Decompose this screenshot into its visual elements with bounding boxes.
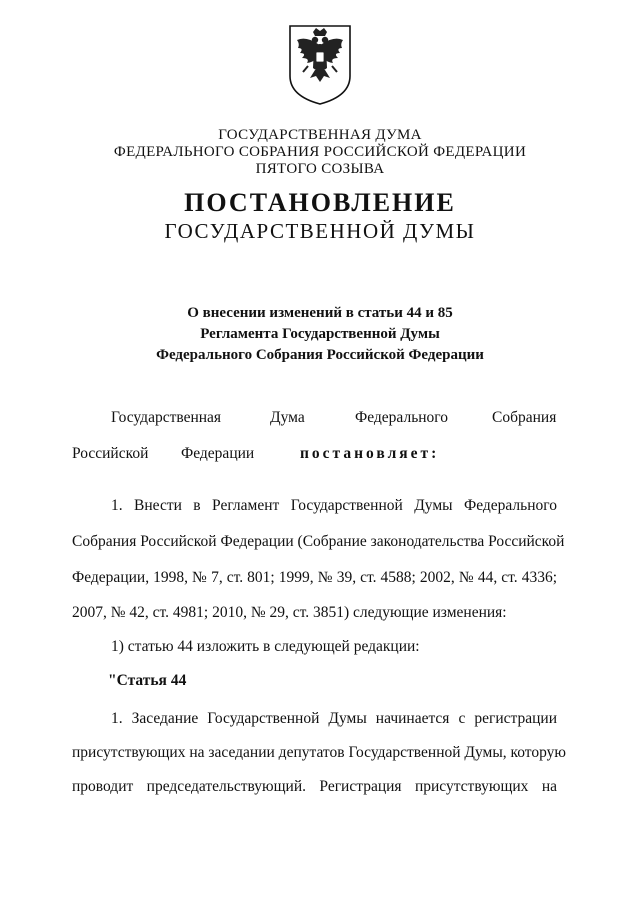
- subject-line-2: Регламента Государственной Думы: [200, 326, 440, 342]
- item1-line-4: 2007, № 42, ст. 4981; 2010, № 29, ст. 3851) следующие изменения:: [72, 604, 507, 621]
- preamble-word-4: Собрания: [492, 409, 557, 426]
- header-line-3: ПЯТОГО СОЗЫВА: [255, 161, 385, 177]
- header-line-1: ГОСУДАРСТВЕННАЯ ДУМА: [218, 127, 422, 143]
- document-subtitle: ГОСУДАРСТВЕННОЙ ДУМЫ: [164, 219, 476, 243]
- subitem-1: 1) статью 44 изложить в следующей редакции:: [111, 638, 420, 655]
- document-title: ПОСТАНОВЛЕНИЕ: [184, 188, 456, 217]
- subject-line-3: Федерального Собрания Российской Федерации: [156, 347, 484, 363]
- preamble-word-1: Государственная: [111, 409, 222, 426]
- item1-line-2: Собрания Российской Федерации (Собрание законодательства Российской: [72, 533, 565, 550]
- item1-line-1: 1. Внести в Регламент Государственной Думы Федерального: [111, 497, 557, 514]
- preamble-verb: постановляет:: [300, 445, 440, 462]
- preamble-word-6: Федерации: [181, 445, 255, 462]
- preamble-word-5: Российской: [72, 445, 149, 462]
- item1-line-3: Федерации, 1998, № 7, ст. 801; 1999, № 39, ст. 4588; 2002, № 44, ст. 4336;: [72, 569, 557, 586]
- preamble-word-2: Дума: [270, 409, 305, 426]
- article-heading: "Статья 44: [108, 672, 187, 689]
- article-para-line-3: проводит председательствующий. Регистрация присутствующих на: [72, 778, 557, 795]
- preamble-word-3: Федерального: [355, 409, 449, 426]
- coat-of-arms-emblem: [286, 22, 354, 106]
- subject-line-1: О внесении изменений в статьи 44 и 85: [187, 305, 453, 321]
- article-para-line-2: присутствующих на заседании депутатов Государственной Думы, которую: [72, 744, 566, 761]
- article-para-line-1: 1. Заседание Государственной Думы начинается с регистрации: [111, 710, 557, 727]
- header-line-2: ФЕДЕРАЛЬНОГО СОБРАНИЯ РОССИЙСКОЙ ФЕДЕРАЦИИ: [113, 144, 527, 160]
- document-subject: [0, 303, 640, 366]
